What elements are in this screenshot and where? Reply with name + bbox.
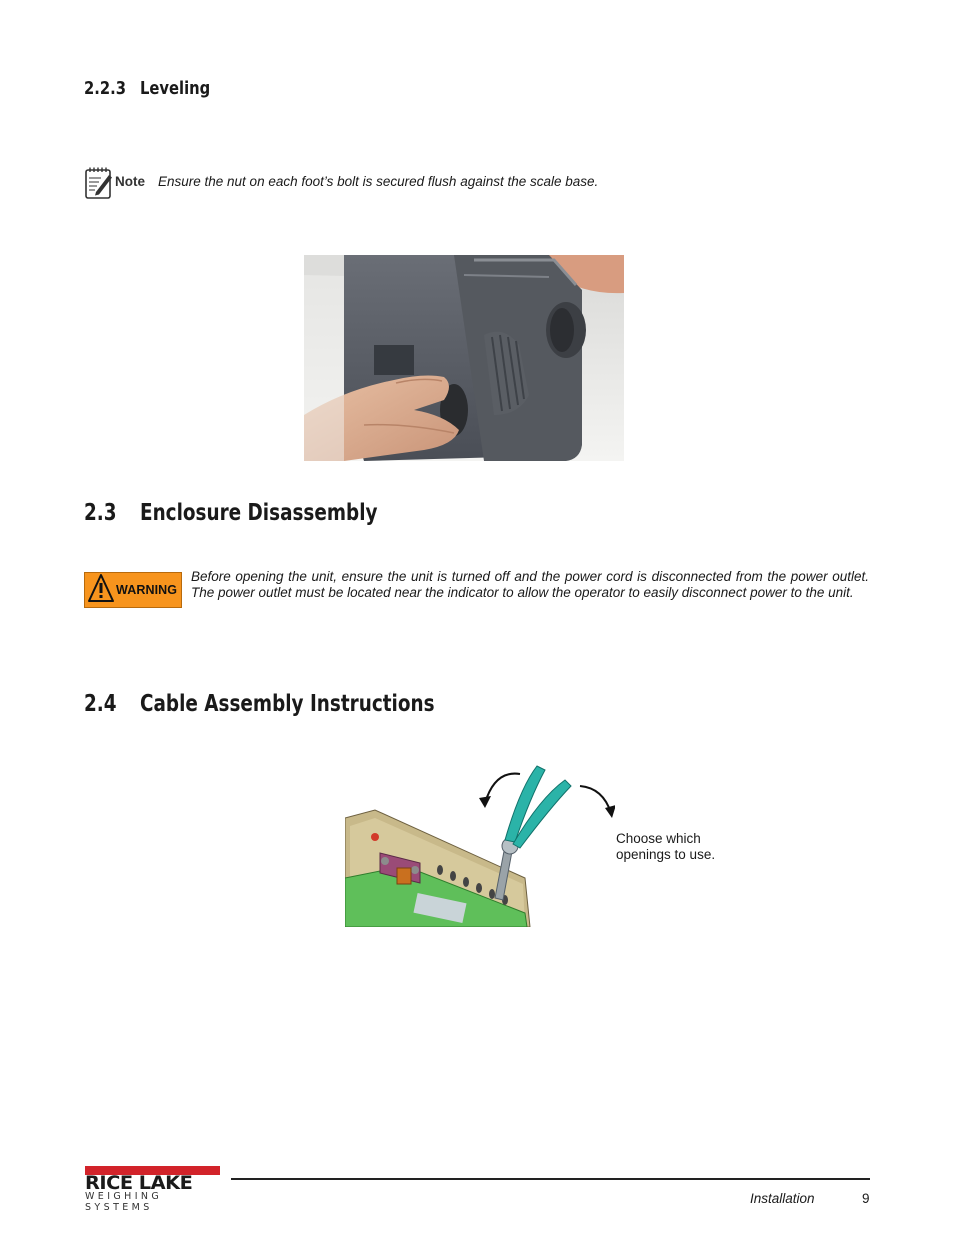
cable-callout: Choose which openings to use. <box>616 831 716 862</box>
leveling-foot-photo <box>304 255 624 461</box>
section-title-enclosure: Enclosure Disassembly <box>140 500 378 526</box>
section-number-leveling: 2.2.3 <box>84 78 127 99</box>
rice-lake-logo <box>85 1166 220 1213</box>
section-title-cable: Cable Assembly Instructions <box>140 691 435 717</box>
note-text: Ensure the nut on each foot’s bolt is secured flush against the scale base. <box>158 174 599 189</box>
footer-section: Installation <box>750 1191 815 1206</box>
warning-label: WARNING <box>116 583 178 597</box>
page-number: 9 <box>862 1191 870 1206</box>
logo-tagline: WEIGHING SYSTEMS <box>85 1191 163 1213</box>
logo-wordmark: RICE LAKE <box>85 1172 193 1194</box>
cable-openings-figure <box>345 758 615 927</box>
warning-triangle-icon <box>88 573 114 608</box>
warning-text: Before opening the unit, ensure the unit is turned off and the power cord is disconnected from the power outlet. The power outlet must be located near the indicator to allow the operator to easily disconnect power to the unit. <box>191 569 869 600</box>
footer-rule <box>231 1178 870 1180</box>
section-title-leveling: Leveling <box>140 78 211 99</box>
note-label: Note <box>115 174 145 189</box>
section-number-enclosure: 2.3 <box>84 500 117 526</box>
warning-badge <box>84 572 182 608</box>
section-number-cable: 2.4 <box>84 691 117 717</box>
note-pad-icon <box>84 166 114 200</box>
